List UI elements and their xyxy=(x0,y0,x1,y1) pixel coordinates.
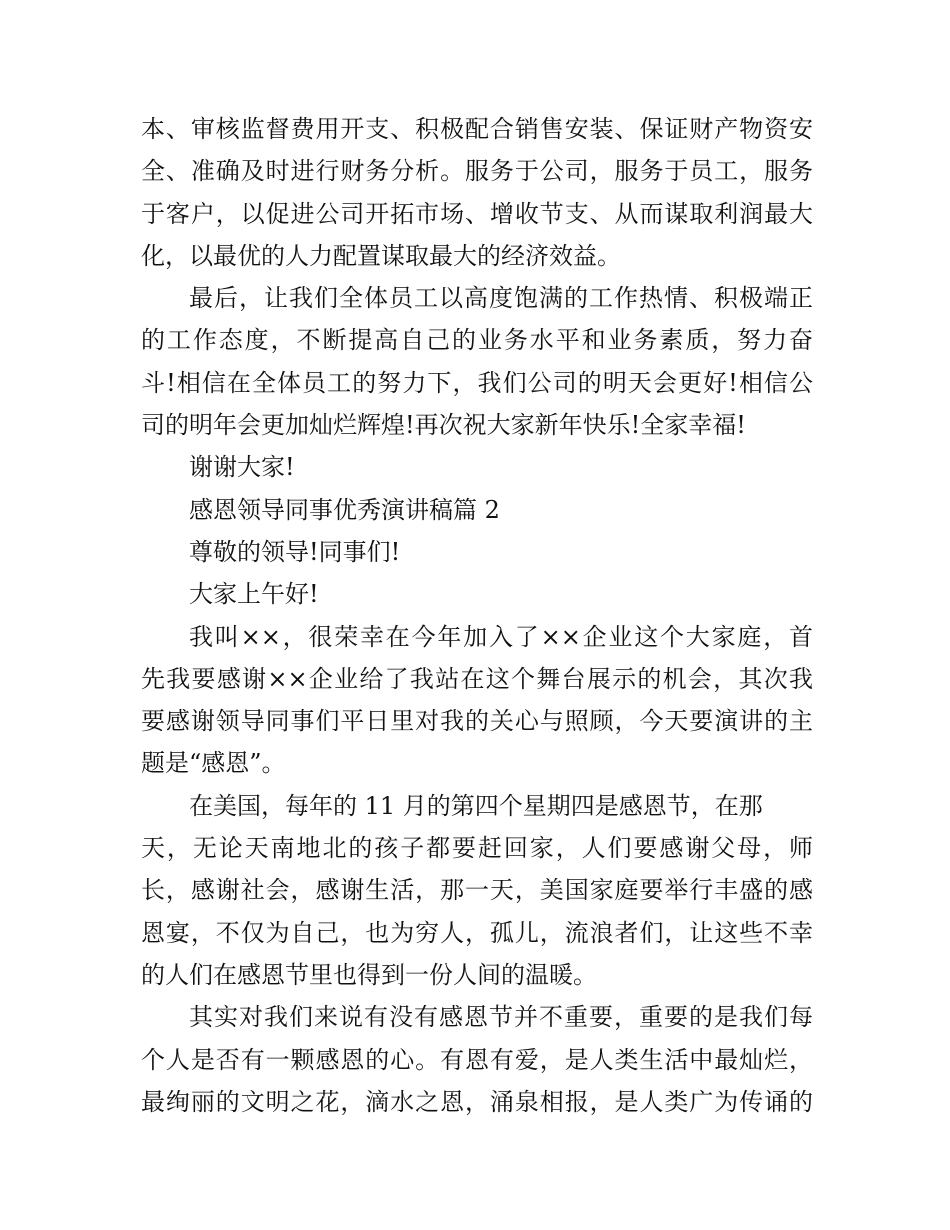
text-line: 的工作态度，不断提高自己的业务水平和业务素质，努力奋 xyxy=(141,326,813,355)
text-line: 题是“感恩”。 xyxy=(141,749,286,778)
text-line: 长，感谢社会，感谢生活，那一天，美国家庭要举行丰盛的感 xyxy=(141,876,813,905)
text-line: 化，以最优的人力配置谋取最大的经济效益。 xyxy=(141,241,621,270)
document-body xyxy=(141,108,813,1123)
text-line: 先我要感谢××企业给了我站在这个舞台展示的机会，其次我 xyxy=(141,664,813,693)
text-line: 斗!相信在全体员工的努力下，我们公司的明天会更好!相信公 xyxy=(141,368,813,397)
text-line: 天，无论天南地北的孩子都要赶回家，人们要感谢父母，师 xyxy=(141,834,813,863)
text-line: 的人们在感恩节里也得到一份人间的温暖。 xyxy=(141,960,597,989)
paragraph-first-line: 其实对我们来说有没有感恩节并不重要，重要的是我们每 xyxy=(189,1003,813,1032)
text-line: 个人是否有一颗感恩的心。有恩有爱，是人类生活中最灿烂， xyxy=(141,1045,813,1074)
text-line: 司的明年会更加灿烂辉煌!再次祝大家新年快乐!全家幸福! xyxy=(141,411,746,440)
greeting: 大家上午好! xyxy=(189,580,319,609)
text-line: 要感谢领导同事们平日里对我的关心与照顾，今天要演讲的主 xyxy=(141,707,813,736)
section-heading: 感恩领导同事优秀演讲稿篇 2 xyxy=(189,495,500,524)
text-line: 最绚丽的文明之花，滴水之恩，涌泉相报，是人类广为传诵的 xyxy=(141,1087,813,1116)
text-line: 于客户，以促进公司开拓市场、增收节支、从而谋取利润最大 xyxy=(141,199,813,228)
closing-thanks: 谢谢大家! xyxy=(189,453,295,482)
text-line: 恩宴，不仅为自己，也为穷人，孤儿，流浪者们，让这些不幸 xyxy=(141,918,813,947)
paragraph-first-line: 在美国，每年的 11 月的第四个星期四是感恩节，在那 xyxy=(189,791,763,820)
text-line: 全、准确及时进行财务分析。服务于公司，服务于员工，服务 xyxy=(141,157,813,186)
salutation: 尊敬的领导!同事们! xyxy=(189,537,401,566)
paragraph-first-line: 最后，让我们全体员工以高度饱满的工作热情、积极端正 xyxy=(189,284,813,313)
paragraph-first-line: 我叫××，很荣幸在今年加入了××企业这个大家庭，首 xyxy=(189,622,813,651)
text-line: 本、审核监督费用开支、积极配合销售安装、保证财产物资安 xyxy=(141,115,813,143)
